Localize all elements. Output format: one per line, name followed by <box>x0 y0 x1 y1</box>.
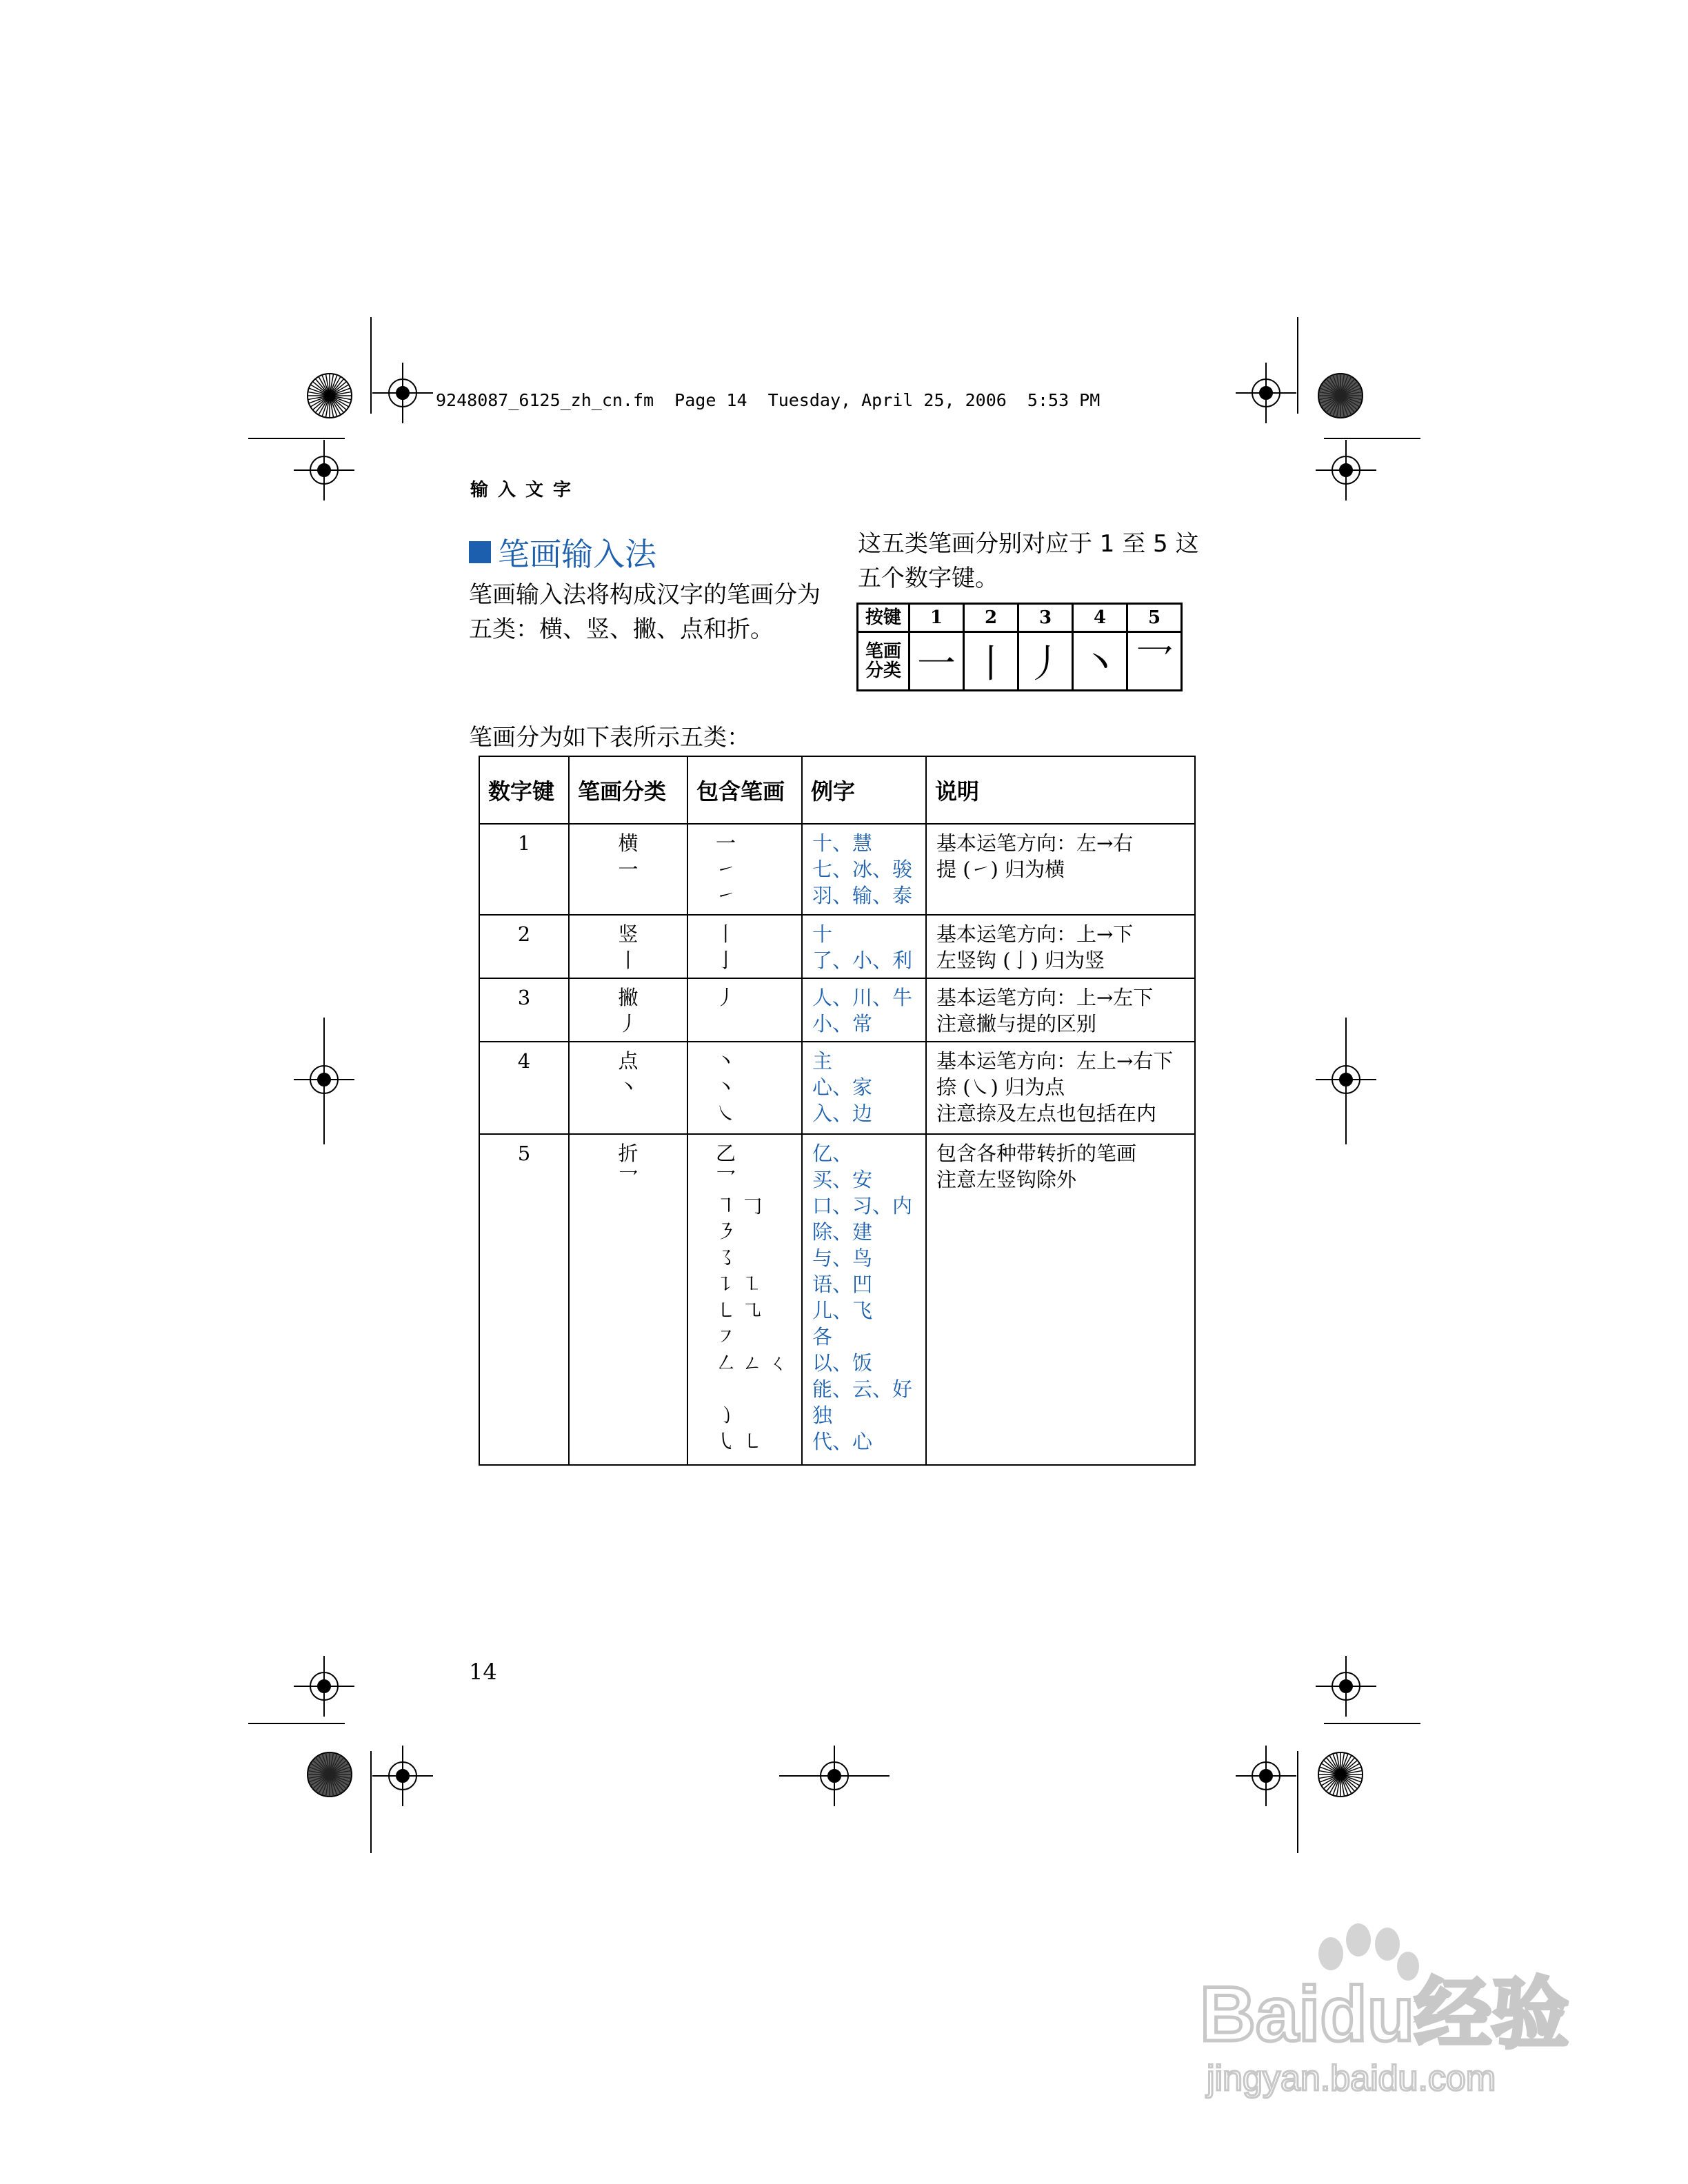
strokes-cell-line: ㇋ <box>716 1220 736 1244</box>
watermark-url: jingyan.baidu.com <box>1207 2059 1496 2099</box>
strokes-cell-line: ㇄ ㇈ <box>716 1299 763 1322</box>
stroke-header-label <box>858 632 910 691</box>
section-title-text: 笔画输入法 <box>498 536 656 573</box>
crosshair-mark-icon <box>1236 1746 1296 1806</box>
column-header: 包含笔画 <box>687 756 802 824</box>
table-row <box>479 1134 1195 1465</box>
key-row <box>858 604 1182 632</box>
crosshair-mark-icon <box>294 1656 354 1717</box>
strokes-cell-line: 丨 <box>716 922 736 946</box>
page-number: 14 <box>469 1659 497 1685</box>
stroke-cell: 乛 <box>1127 632 1182 691</box>
category-cell-line: 丶 <box>618 1075 639 1099</box>
stroke-cell: 丿 <box>1018 632 1073 691</box>
key-cell: 3 <box>1018 604 1073 632</box>
description-cell-line: 基本运笔方向：上→左下 <box>936 986 1154 1009</box>
description-cell-line: 注意撇与提的区别 <box>936 1012 1097 1035</box>
strokes-cell-line: ㇀ <box>716 884 736 907</box>
table-row <box>479 1042 1195 1134</box>
table-caption: 笔画分为如下表所示五类： <box>469 724 750 751</box>
column-header: 数字键 <box>479 756 569 824</box>
category-cell-line: 丿 <box>618 1012 639 1035</box>
category-cell <box>569 978 687 1042</box>
category-cell-line: 撇 <box>618 986 639 1009</box>
description-cell-line: 左竖钩 (亅) 归为竖 <box>936 949 1105 972</box>
key-header-label: 按键 <box>858 604 910 632</box>
column-header: 笔画分类 <box>569 756 687 824</box>
category-cell-line: 点 <box>618 1049 639 1073</box>
description-cell-line: 包含各种带转折的笔画 <box>936 1142 1137 1165</box>
stroke-cell: 丨 <box>964 632 1018 691</box>
category-cell <box>569 915 687 978</box>
description-cell <box>926 824 1195 915</box>
dark-registration-target-icon <box>1318 374 1363 418</box>
description-cell <box>926 978 1195 1042</box>
column-header: 例字 <box>802 756 926 824</box>
section-title <box>469 529 656 575</box>
strokes-cell-line: 乛 <box>716 1168 736 1191</box>
description-cell-line: 基本运笔方向：上→下 <box>936 922 1134 946</box>
category-cell-line: 竖 <box>618 922 639 946</box>
running-head: 输入文字 <box>470 480 581 501</box>
examples-cell-line: 十、慧 <box>812 831 873 855</box>
category-cell-line: 横 <box>618 831 639 855</box>
examples-cell-line: 与、鸟 <box>812 1246 873 1270</box>
examples-cell-line: 独 <box>812 1404 833 1427</box>
category-cell <box>569 824 687 915</box>
strokes-cell-line <box>716 1376 801 1402</box>
examples-cell-line: 以、饭 <box>812 1351 873 1375</box>
key-cell: 5 <box>1127 604 1182 632</box>
description-cell-line: 注意捺及左点也包括在内 <box>936 1102 1157 1125</box>
square-bullet-icon <box>469 541 491 563</box>
examples-cell <box>802 1134 926 1465</box>
examples-cell-line: 代、心 <box>812 1430 873 1453</box>
stroke-label-text: 笔画分类 <box>865 641 901 681</box>
description-cell <box>926 915 1195 978</box>
examples-cell-line: 语、凹 <box>812 1273 873 1296</box>
crosshair-mark-icon <box>372 363 433 423</box>
strokes-cell-line: ㇂ ㇄ <box>716 1430 763 1453</box>
table-header-row <box>479 756 1195 824</box>
examples-cell-line: 亿、 <box>812 1142 853 1165</box>
key-cell: 1 <box>910 604 964 632</box>
strokes-cell-line: 乙 <box>716 1142 736 1165</box>
examples-cell-line: 羽、输、泰 <box>812 884 913 907</box>
key-number-cell: 2 <box>479 915 569 978</box>
stroke-category-table <box>479 756 1196 1466</box>
strokes-cell-line: 丶 <box>716 1049 736 1073</box>
examples-cell-line: 主 <box>812 1049 833 1073</box>
key-number-cell: 5 <box>479 1134 569 1465</box>
examples-cell-line: 各 <box>812 1325 833 1348</box>
description-cell-line: 捺 (㇏) 归为点 <box>936 1075 1065 1099</box>
description-cell <box>926 1042 1195 1134</box>
examples-cell-line: 买、安 <box>812 1168 873 1191</box>
strokes-cell-line: ㇏ <box>716 1102 736 1125</box>
strokes-cell-line: ㇇ <box>716 1325 736 1348</box>
examples-cell-line: 心、家 <box>812 1075 873 1099</box>
intro-paragraph: 笔画输入法将构成汉字的笔画分为五类：横、竖、撇、点和折。 <box>469 581 821 643</box>
strokes-cell-line: 丶 <box>716 1075 736 1099</box>
crosshair-mark-icon <box>294 440 354 501</box>
key-number-cell: 3 <box>479 978 569 1042</box>
baidu-watermark-logo <box>1186 1910 1572 2103</box>
column-header: 说明 <box>926 756 1195 824</box>
starburst-target-icon <box>1318 1752 1363 1797</box>
category-cell <box>569 1042 687 1134</box>
crosshair-mark-icon <box>1316 440 1376 501</box>
table-body <box>479 824 1195 1465</box>
key-cell: 2 <box>964 604 1018 632</box>
examples-cell <box>802 978 926 1042</box>
strokes-cell-line: ㇊ ㇅ <box>716 1273 763 1296</box>
key-cell: 4 <box>1073 604 1127 632</box>
crosshair-mark-icon <box>372 1746 433 1806</box>
strokes-cell-line: ㇀ <box>716 858 736 881</box>
examples-cell-line: 口、习、内 <box>812 1194 913 1217</box>
stroke-cell: 一 <box>910 632 964 691</box>
category-cell-line: 折 <box>618 1142 639 1165</box>
description-cell-line: 注意左竖钩除外 <box>936 1168 1077 1191</box>
description-cell <box>926 1134 1195 1465</box>
examples-cell <box>802 1042 926 1134</box>
strokes-cell-line: ㇌ <box>716 1246 736 1270</box>
examples-cell-line: 人、川、牛 <box>812 986 913 1009</box>
strokes-cell <box>687 824 802 915</box>
table-row <box>479 824 1195 915</box>
examples-cell-line: 能、云、好 <box>812 1377 913 1401</box>
key-number-cell: 4 <box>479 1042 569 1134</box>
strokes-cell <box>687 978 802 1042</box>
strokes-cell-line: 亅 <box>716 949 736 972</box>
stroke-cell: 丶 <box>1073 632 1127 691</box>
strokes-cell-line: ㇕ 𠃌 <box>716 1194 763 1217</box>
examples-cell-line: 小、常 <box>812 1012 873 1035</box>
description-cell-line: 基本运笔方向：左→右 <box>936 831 1134 855</box>
table-row <box>479 978 1195 1042</box>
strokes-cell-line: ㇜ ㄥ ㄑ <box>716 1351 789 1375</box>
description-cell-line: 提 (㇀) 归为横 <box>936 858 1065 881</box>
starburst-target-icon <box>308 374 352 418</box>
stroke-row <box>858 632 1182 691</box>
examples-cell-line: 除、建 <box>812 1220 873 1244</box>
examples-cell-line: 儿、飞 <box>812 1299 873 1322</box>
key-intro-paragraph: 这五类笔画分别对应于 1 至 5 这五个数字键。 <box>858 530 1199 592</box>
description-cell-line: 基本运笔方向：左上→右下 <box>936 1049 1174 1073</box>
strokes-cell-line: 一 <box>716 831 736 855</box>
examples-cell <box>802 824 926 915</box>
examples-cell-line: 入、边 <box>812 1102 873 1125</box>
examples-cell <box>802 915 926 978</box>
key-number-cell: 1 <box>479 824 569 915</box>
examples-cell-line: 十 <box>812 922 833 946</box>
strokes-cell <box>687 915 802 978</box>
watermark-brand: Baidu经验 <box>1200 1971 1569 2057</box>
examples-cell-line: 七、冰、骏 <box>812 858 913 881</box>
crosshair-mark-icon <box>1316 1656 1376 1717</box>
strokes-cell-line: 丿 <box>716 986 736 1009</box>
key-stroke-table <box>856 603 1183 691</box>
dark-registration-target-icon <box>308 1752 352 1797</box>
category-cell <box>569 1134 687 1465</box>
file-header: 9248087_6125_zh_cn.fm Page 14 Tuesday, April 25, 2006 5:53 PM <box>436 390 1101 410</box>
strokes-cell-line: ㇁ <box>716 1404 736 1427</box>
table-row <box>479 915 1195 978</box>
strokes-cell <box>687 1134 802 1465</box>
category-cell-line: 一 <box>618 858 639 881</box>
examples-cell-line: 了、小、利 <box>812 949 913 972</box>
category-cell-line: 丨 <box>618 949 639 972</box>
category-cell-line: 乛 <box>618 1168 639 1191</box>
crosshair-mark-icon <box>1236 363 1296 423</box>
strokes-cell <box>687 1042 802 1134</box>
